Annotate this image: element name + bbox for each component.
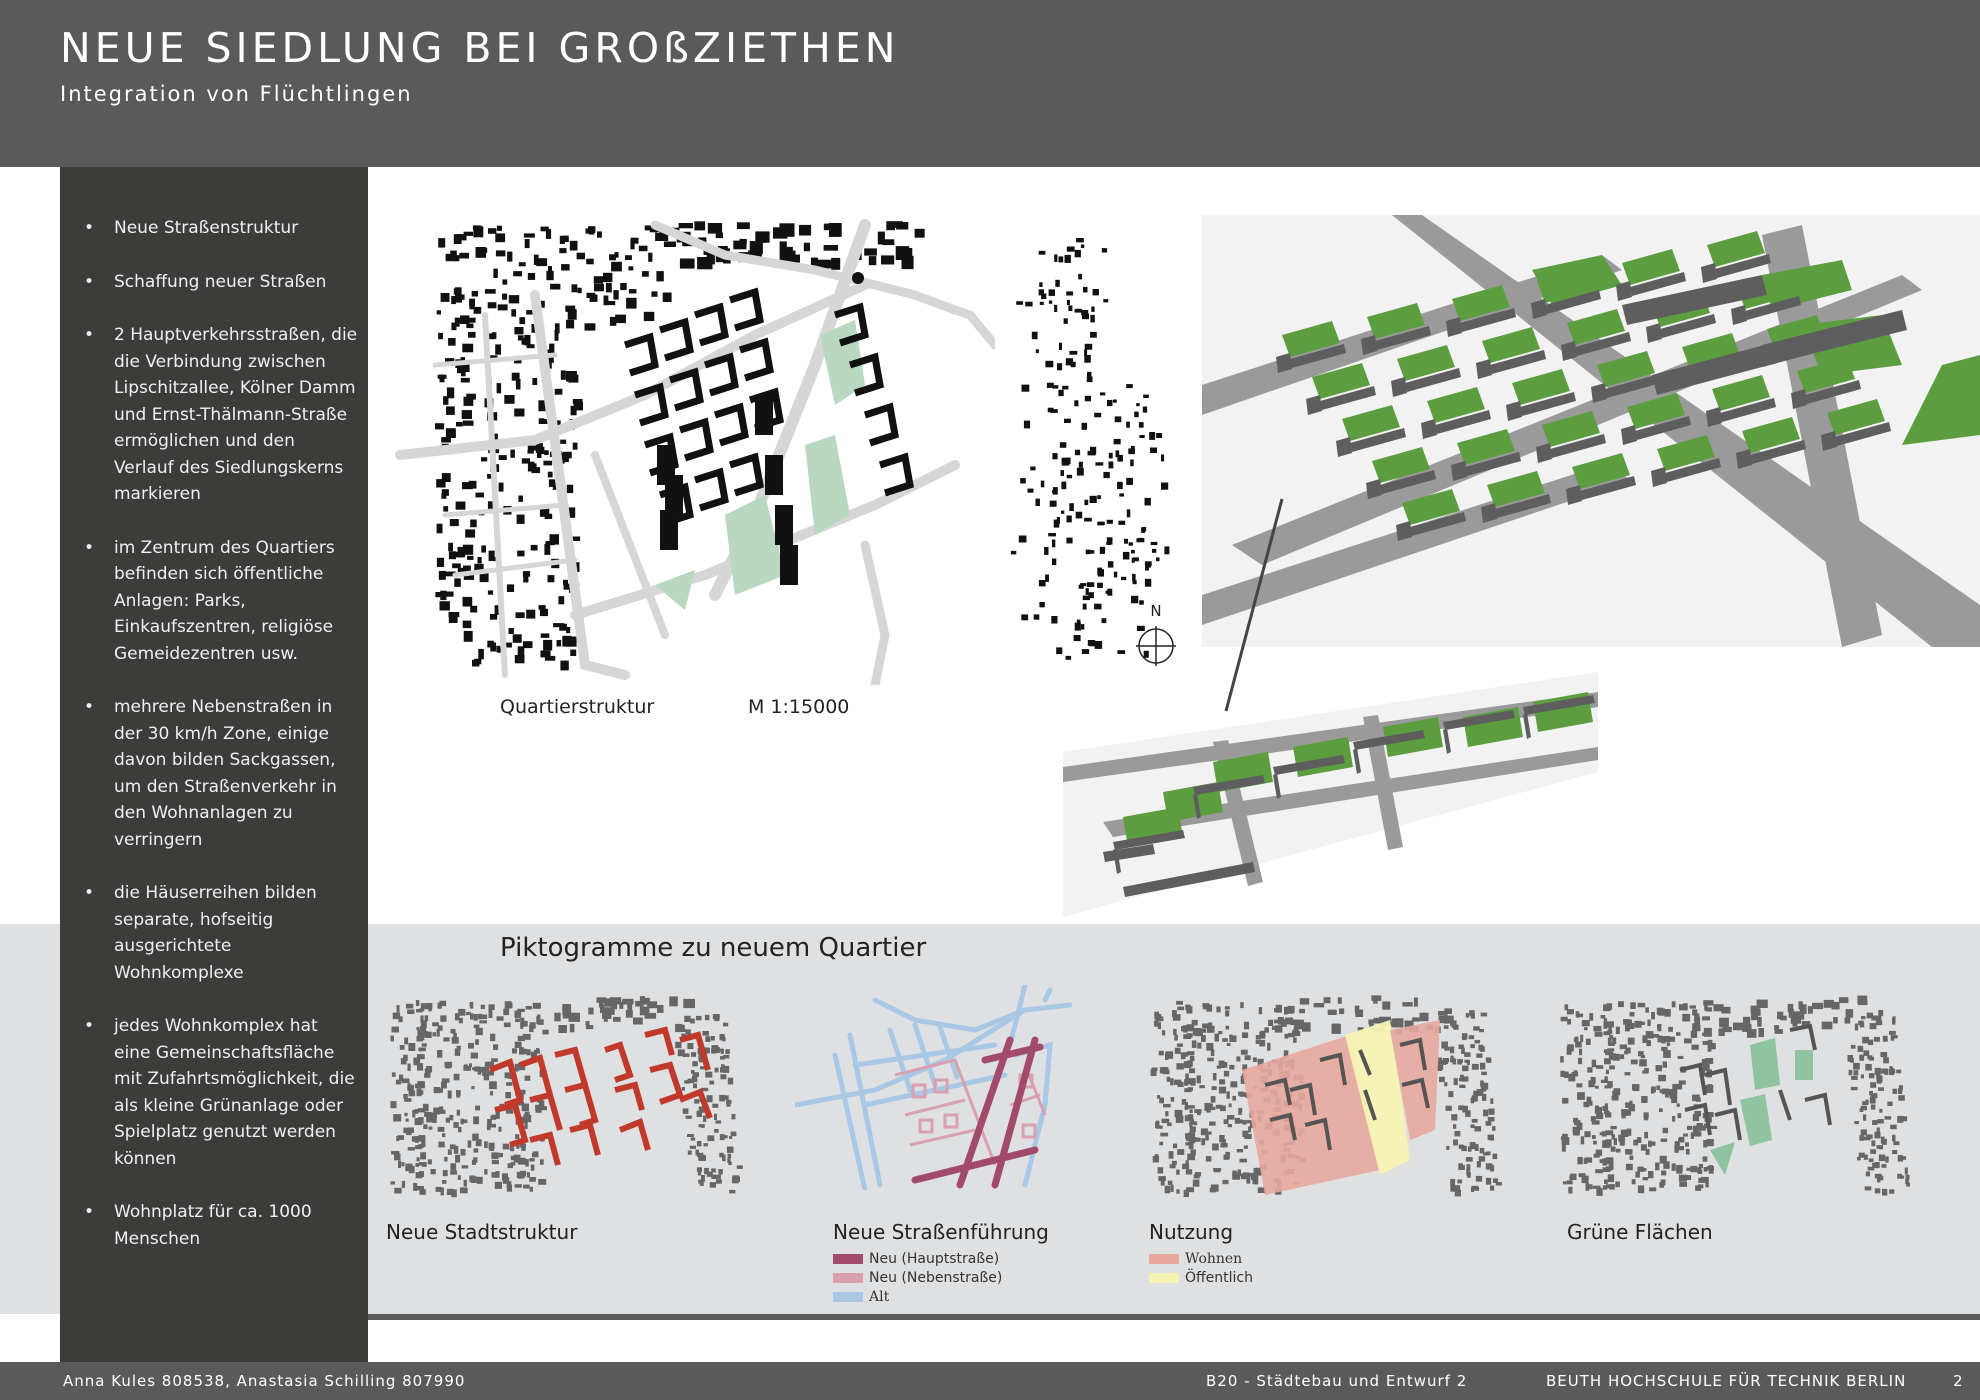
page-subtitle: Integration von Flüchtlingen <box>60 82 413 106</box>
village-map <box>1005 232 1195 662</box>
footer-school: BEUTH HOCHSCHULE FÜR TECHNIK BERLIN <box>1546 1372 1907 1390</box>
pictogram-road-network <box>795 985 1085 1190</box>
use-legend-public <box>1149 1270 1253 1286</box>
bullet-item: • die Häuserreihen bilden separate, hofseitig ausgerichtete Wohnkomplexe <box>60 880 368 986</box>
legend-swatch <box>1149 1254 1179 1264</box>
pictogram-label: Nutzung <box>1149 1220 1234 1244</box>
pictogram-green-areas <box>1550 990 1930 1205</box>
pictogram-land-use <box>1140 990 1520 1205</box>
use-legend-housing <box>1149 1251 1242 1267</box>
band-divider <box>368 1314 1980 1320</box>
pictogram-title: Piktogramme zu neuem Quartier <box>500 933 927 963</box>
map-scale: M 1:15000 <box>748 696 850 718</box>
legend-swatch <box>1149 1273 1179 1283</box>
map-caption: Quartierstruktur <box>500 696 655 718</box>
bullet-item: • mehrere Nebenstraßen in der 30 km/h Zone, einige davon bilden Sackgassen, um den Straßenverkehr in den Wohnanlagen zu verringern <box>60 694 368 853</box>
bullet-list <box>60 215 368 1279</box>
legend-label: Neu (Nebenstraße) <box>869 1270 1003 1286</box>
site-plan-map <box>395 215 995 685</box>
page-number: 2 <box>1953 1372 1964 1390</box>
legend-label: Öffentlich <box>1185 1270 1253 1286</box>
footer-course: B20 - Städtebau und Entwurf 2 <box>1206 1372 1468 1390</box>
bullet-item: • jedes Wohnkomplex hat eine Gemeinschaftsfläche mit Zufahrtsmöglichkeit, die als kleine Grünanlage oder Spielplatz genutzt werden können <box>60 1013 368 1172</box>
road-legend-main <box>833 1251 999 1267</box>
legend-swatch <box>833 1254 863 1264</box>
north-label: N <box>1150 602 1162 620</box>
pictogram-label: Neue Straßenführung <box>833 1220 1049 1244</box>
north-arrow-icon <box>1132 600 1180 670</box>
legend-swatch <box>833 1292 863 1302</box>
pictogram-city-structure <box>380 990 760 1205</box>
legend-label: Neu (Hauptstraße) <box>869 1251 1000 1267</box>
bullet-item: • Neue Straßenstruktur <box>60 215 368 242</box>
legend-label: Wohnen <box>1185 1251 1243 1267</box>
bullet-item: • Schaffung neuer Straßen <box>60 269 368 296</box>
road-legend-old <box>833 1289 889 1305</box>
aerial-3d-render <box>1202 215 1980 647</box>
legend-label: Alt <box>869 1289 890 1305</box>
legend-swatch <box>833 1273 863 1283</box>
footer-authors: Anna Kules 808538, Anastasia Schilling 807990 <box>63 1372 466 1390</box>
pictogram-label: Grüne Flächen <box>1567 1220 1713 1244</box>
detail-3d-render <box>1063 672 1598 917</box>
footer-bar <box>0 1362 1980 1400</box>
road-legend-side <box>833 1270 1002 1286</box>
page-title: NEUE SIEDLUNG BEI GROßZIETHEN <box>60 24 900 72</box>
bullet-item: • 2 Hauptverkehrsstraßen, die die Verbindung zwischen Lipschitzallee, Kölner Damm und Ernst-Thälmann-Straße ermöglichen und den Verlauf des Siedlungskerns markieren <box>60 322 368 508</box>
bullet-item: • im Zentrum des Quartiers befinden sich öffentliche Anlagen: Parks, Einkaufszentren, religiöse Gemeidezentren usw. <box>60 535 368 668</box>
header-bar <box>0 0 1980 167</box>
bullet-item: • Wohnplatz für ca. 1000 Menschen <box>60 1199 368 1252</box>
pictogram-label: Neue Stadtstruktur <box>386 1220 578 1244</box>
sidebar <box>60 167 368 1362</box>
